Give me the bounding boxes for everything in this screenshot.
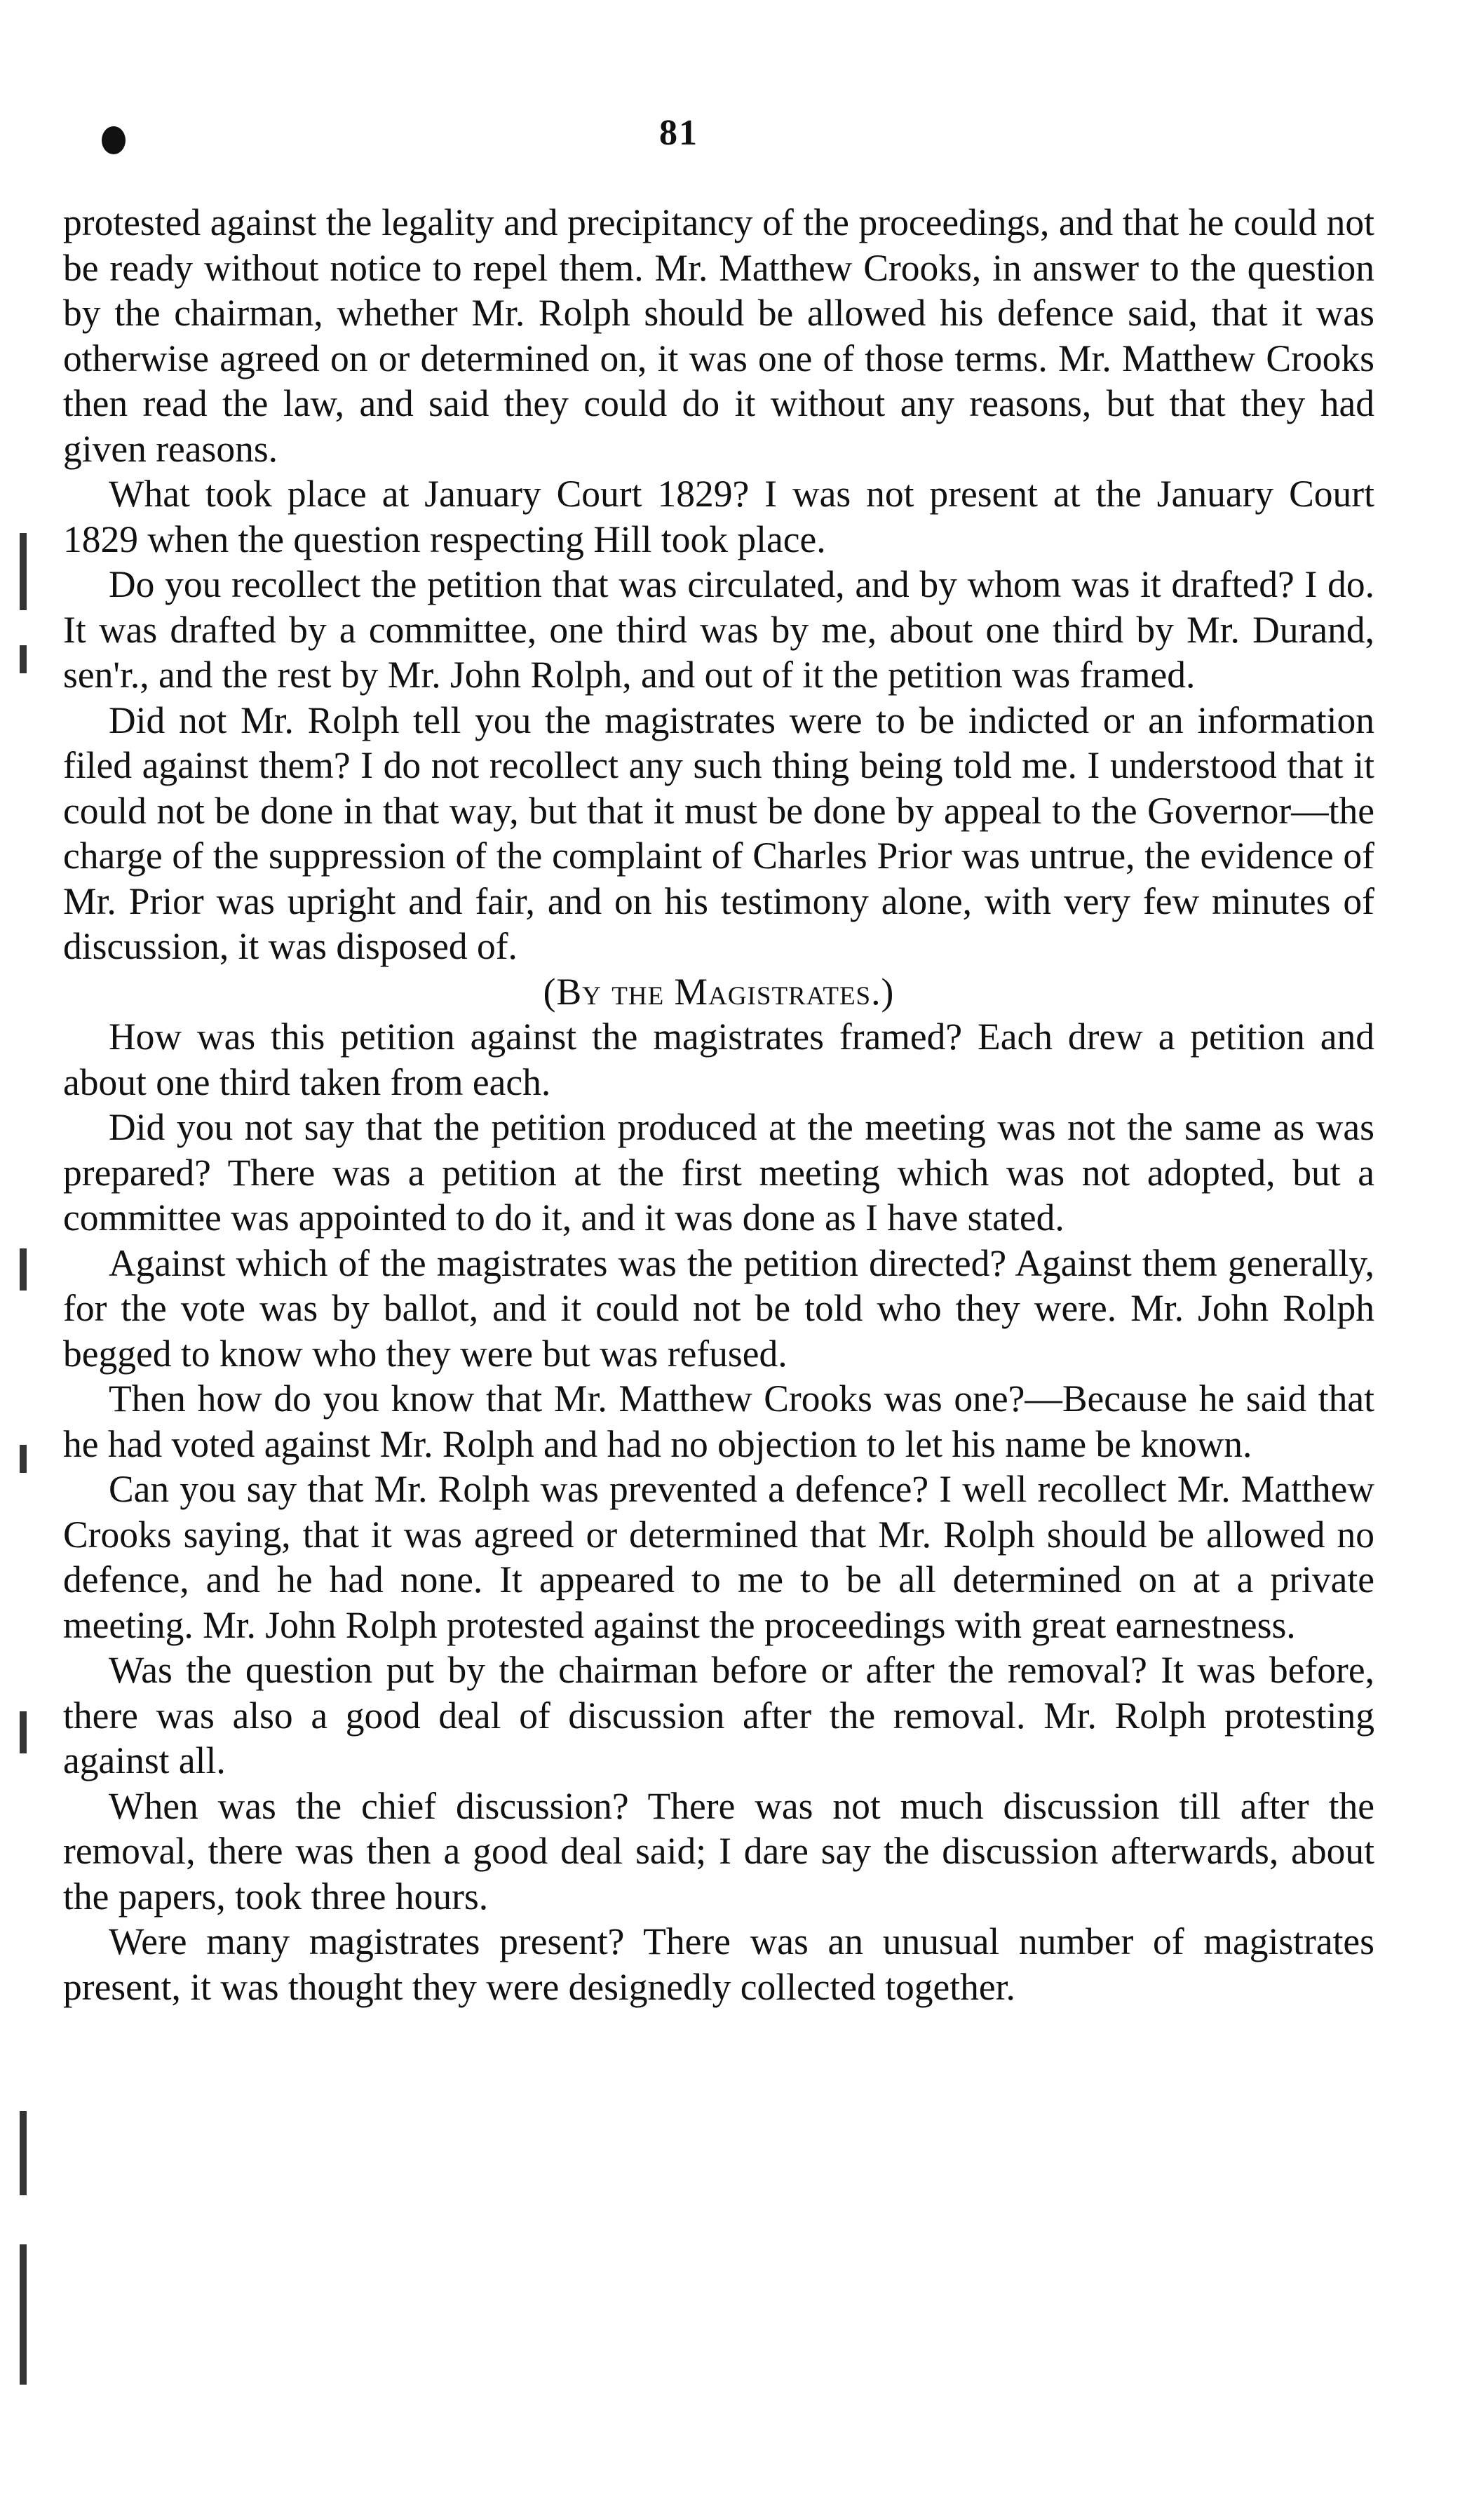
page-body — [63, 200, 1374, 2009]
scan-mark — [20, 2244, 27, 2385]
paragraph: Against which of the magistrates was the petition directed? Against them generally, for the vote was by ballot, and it could not be told who they were. Mr. John Rolph begged to know who they were but was refused. — [63, 1241, 1374, 1375]
paragraph: How was this petition against the magistrates framed? Each drew a petition and about one third taken from each. — [63, 1016, 1374, 1103]
scan-mark — [20, 645, 27, 673]
scan-mark — [20, 1711, 27, 1753]
paragraph: Can you say that Mr. Rolph was prevented a defence? I well recollect Mr. Matthew Crooks saying, that it was agreed or determined that Mr. Rolph should be allowed no defence, and he had none. It appeared to me to be all determined on at a private meeting. Mr. John Rolph protested against the proceedings with great earnestness. — [63, 1468, 1374, 1646]
scan-mark — [20, 2111, 27, 2195]
scan-mark — [20, 1248, 27, 1291]
paragraph: Were many magistrates present? There was an unusual number of magistrates present, it was thought they were designedly collected together. — [63, 1920, 1374, 2008]
paragraph: Did not Mr. Rolph tell you the magistrates were to be indicted or an information filed against them? I do not recollect any such thing being told me. I understood that it could not be done in that way, but that it must be done by appeal to the Governor—the charge of the suppression of the complaint of Charles Prior was untrue, the evidence of Mr. Prior was upright and fair, and on his testimony alone, with very few minutes of discussion, it was disposed of. — [63, 699, 1374, 967]
ink-blot-icon — [102, 126, 126, 154]
paragraph: Did you not say that the petition produced at the meeting was not the same as was prepared? There was a petition at the first meeting which was not adopted, but a committee was appointed to do it, and it was done as I have stated. — [63, 1106, 1374, 1239]
paragraph: Was the question put by the chairman before or after the removal? It was before, there was also a good deal of discussion after the removal. Mr. Rolph protesting against all. — [63, 1649, 1374, 1781]
left-margin-marks — [0, 0, 56, 2520]
paragraph: What took place at January Court 1829? I was not present at the January Court 1829 when the question respecting Hill took place. — [63, 473, 1374, 560]
section-heading: (By the Magistrates.) — [543, 970, 895, 1013]
page-number: 81 — [659, 113, 698, 153]
paragraph: protested against the legality and precipitancy of the proceedings, and that he could not be ready without notice to repel them. Mr. Matthew Crooks, in answer to the question by the chairman, whether Mr. Rolph should be allowed his defence said, that it was otherwise agreed on or determined on, it was one of those terms. Mr. Matthew Crooks then read the law, and said they could do it without any reasons, but that they had given reasons. — [63, 201, 1374, 470]
scan-mark — [20, 533, 27, 610]
scan-mark — [20, 1445, 27, 1473]
paragraph: When was the chief discussion? There was not much discussion till after the removal, there was then a good deal said; I dare say the discussion afterwards, about the papers, took three hours. — [63, 1784, 1374, 1918]
paragraph: Do you recollect the petition that was circulated, and by whom was it drafted? I do. It was drafted by a committee, one third was by me, about one third by Mr. Durand, sen'r., and the rest by Mr. John Rolph, and out of it the petition was framed. — [63, 563, 1374, 696]
paragraph: Then how do you know that Mr. Matthew Crooks was one?—Because he said that he had voted against Mr. Rolph and had no objection to let his name be known. — [63, 1377, 1374, 1465]
